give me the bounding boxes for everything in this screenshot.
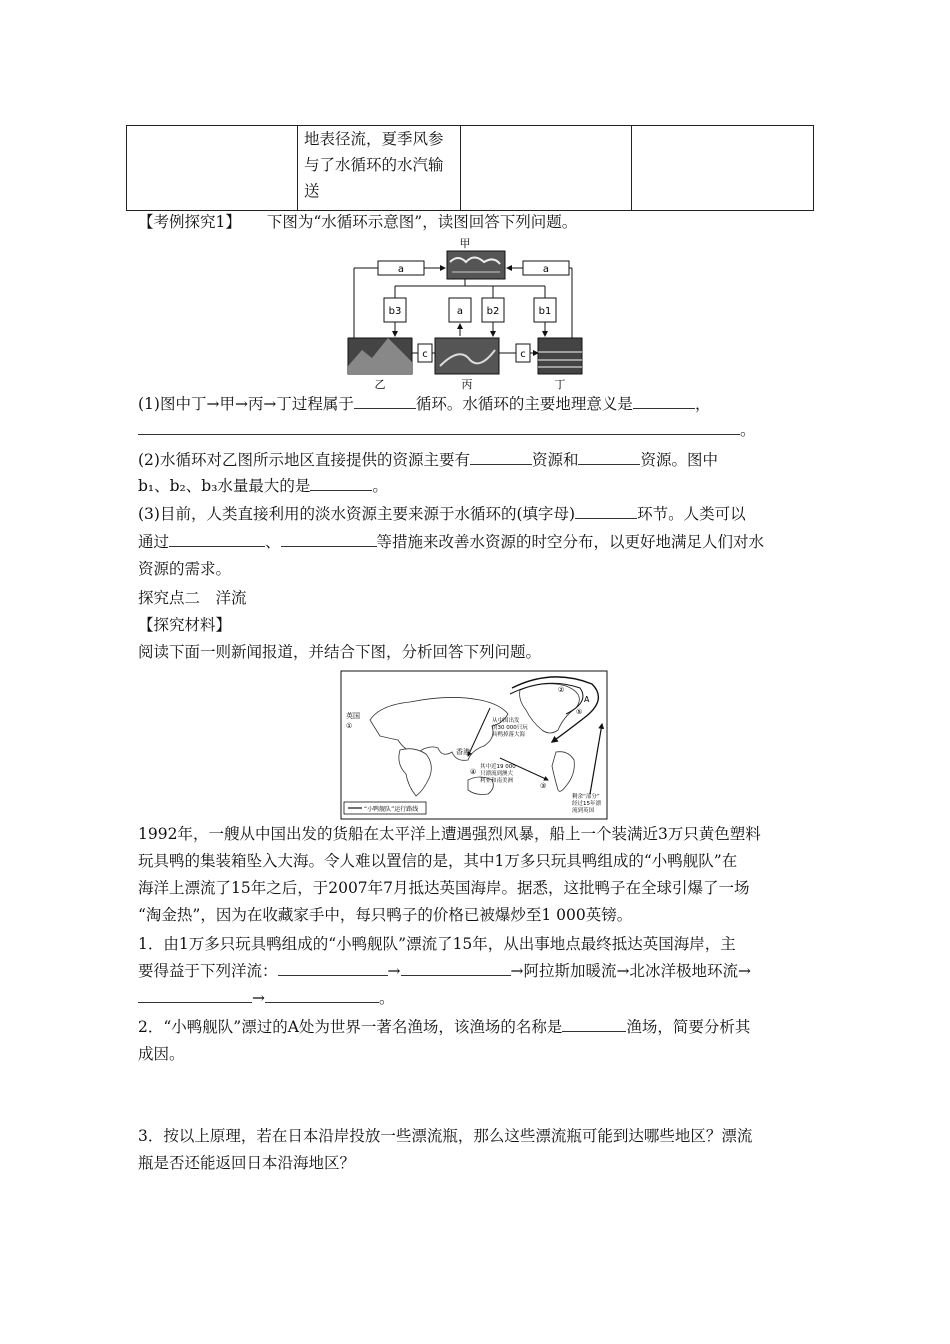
q2-1-line: 1．由1万多只玩具鸭组成的“小鸭舰队”漂流了15年，从出事地点最终抵达英国海岸，主 bbox=[138, 935, 736, 953]
map-note-from-china: 的30 000只玩 bbox=[492, 725, 528, 731]
svg-text:a: a bbox=[397, 264, 405, 275]
question-1-line2: 。 bbox=[138, 418, 756, 440]
question-2-line: (2)水循环对乙图所示地区直接提供的资源主要有 资源和 资源。图中 bbox=[138, 451, 718, 469]
answer-blank[interactable] bbox=[578, 450, 640, 465]
question-1-line: (1)图中丁→甲→丙→丁过程属于 循环。水循环的主要地理意义是 ， bbox=[138, 395, 711, 413]
answer-blank[interactable] bbox=[169, 532, 265, 547]
answer-blank[interactable] bbox=[278, 961, 388, 976]
label-bing: 丙 bbox=[461, 378, 473, 391]
material-heading: 【探究材料】 bbox=[138, 616, 232, 634]
label-yi: 乙 bbox=[374, 378, 386, 391]
svg-text:c: c bbox=[520, 349, 526, 360]
news-line: 1992年，一艘从中国出发的货船在太平洋上遭遇强烈风暴，船上一个装满近3万只黄色塑料 bbox=[138, 825, 761, 843]
map-note-rest: 剩余“部分” bbox=[572, 794, 600, 800]
example-intro: 下图为“水循环示意图”，读图回答下列问题。 bbox=[266, 213, 578, 231]
news-line: “淘金热”，因为在收藏家手中，每只鸭子的价格已被爆炒至1 000英镑。 bbox=[138, 906, 633, 924]
news-line: 玩具鸭的集装箱坠入大海。令人难以置信的是，其中1万多只玩具鸭组成的“小鸭舰队”在 bbox=[138, 852, 738, 870]
svg-text:⑤: ⑤ bbox=[576, 708, 583, 716]
label-ding: 丁 bbox=[554, 378, 566, 391]
map-note-near: 只漂流到澳大 bbox=[480, 771, 514, 777]
answer-blank[interactable] bbox=[138, 988, 252, 1003]
section-intro: 阅读下面一则新闻报道，并结合下图，分析回答下列问题。 bbox=[138, 643, 542, 661]
svg-text:③: ③ bbox=[540, 782, 547, 790]
q2-3-line: 3．按以上原理，若在日本沿岸投放一些漂流瓶，那么这些漂流瓶可能到达哪些地区？漂流 bbox=[138, 1127, 753, 1145]
map-note-from-china: 从中国出发 bbox=[492, 718, 520, 724]
svg-text:b2: b2 bbox=[486, 306, 500, 317]
example-heading-line bbox=[138, 210, 577, 232]
svg-text:a: a bbox=[542, 264, 550, 275]
svg-text:②: ② bbox=[558, 686, 565, 694]
answer-blank[interactable] bbox=[265, 988, 379, 1003]
map-label-hk: 香港 bbox=[456, 748, 470, 756]
q2-2-line2: 成因。 bbox=[138, 1045, 185, 1063]
map-label-uk: 英国 bbox=[346, 712, 360, 720]
answer-blank[interactable] bbox=[575, 504, 637, 519]
question-3-line2: 通过 、 等措施来改善水资源的时空分布，以更好地满足人们对水 bbox=[138, 533, 765, 551]
ocean-image bbox=[538, 338, 582, 374]
svg-text:b3: b3 bbox=[388, 306, 402, 317]
water-cycle-diagram bbox=[340, 236, 590, 396]
map-note-rest: 流到英国 bbox=[572, 808, 595, 814]
question-2-line2: b₁、b₂、b₃水量最大的是 。 bbox=[138, 477, 388, 495]
label-jia: 甲 bbox=[459, 237, 471, 250]
q2-2-line: 2．“小鸭舰队”漂过的A处为世界一著名渔场，该渔场的名称是 渔场，简要分析其 bbox=[138, 1018, 751, 1036]
section-title: 探究点二 洋流 bbox=[138, 589, 247, 607]
answer-blank[interactable] bbox=[310, 476, 372, 491]
svg-text:b1: b1 bbox=[538, 306, 552, 317]
svg-text:①: ① bbox=[346, 722, 353, 730]
table-cell-4 bbox=[632, 126, 814, 211]
table-cell-line: 地表径流，夏季风参 bbox=[304, 130, 444, 148]
news-line: 海洋上漂流了15年之后，于2007年7月抵达英国海岸。据悉，这批鸭子在全球引爆了一场 bbox=[138, 879, 750, 897]
q2-1-line3: → 。 bbox=[138, 986, 395, 1008]
table-cell-1 bbox=[127, 126, 298, 211]
table-cell-2 bbox=[298, 126, 461, 211]
answer-blank[interactable] bbox=[470, 450, 532, 465]
answer-blank[interactable] bbox=[354, 394, 416, 409]
answer-blank[interactable] bbox=[281, 532, 377, 547]
map-note-near: 利亚和南美洲 bbox=[480, 778, 514, 784]
example-heading: 【考例探究1】 bbox=[138, 213, 241, 231]
q2-3-line2: 瓶是否还能返回日本沿海地区？ bbox=[138, 1154, 356, 1172]
svg-text:c: c bbox=[422, 349, 428, 360]
map-legend-label: “小鸭舰队”运行路线 bbox=[364, 806, 419, 813]
answer-blank[interactable] bbox=[401, 961, 511, 976]
map-note-from-china: 具鸭掉落大海 bbox=[492, 732, 526, 738]
table-cell-line: 送 bbox=[304, 182, 320, 200]
table-cell-3 bbox=[461, 126, 632, 211]
svg-text:a: a bbox=[456, 306, 464, 317]
q2-1-line2: 要得益于下列洋流： → →阿拉斯加暖流→北冰洋极地环流→ bbox=[138, 962, 751, 980]
map-label-a: A bbox=[584, 695, 590, 704]
map-note-rest: 经过15年漂 bbox=[572, 801, 601, 807]
answer-blank[interactable] bbox=[633, 394, 695, 409]
duck-route-map bbox=[340, 670, 608, 820]
map-note-near: 其中近19 000 bbox=[480, 764, 516, 770]
table-cell-line: 与了水循环的水汽输 bbox=[304, 156, 444, 174]
svg-text:④: ④ bbox=[470, 768, 477, 776]
question-3-line: (3)目前，人类直接利用的淡水资源主要来源于水循环的(填字母) 环节。人类可以 bbox=[138, 505, 746, 523]
answer-blank[interactable] bbox=[138, 420, 740, 435]
answer-blank[interactable] bbox=[562, 1017, 626, 1032]
question-3-line3: 资源的需求。 bbox=[138, 560, 232, 578]
cloud-image bbox=[447, 251, 505, 279]
top-table bbox=[126, 125, 814, 211]
